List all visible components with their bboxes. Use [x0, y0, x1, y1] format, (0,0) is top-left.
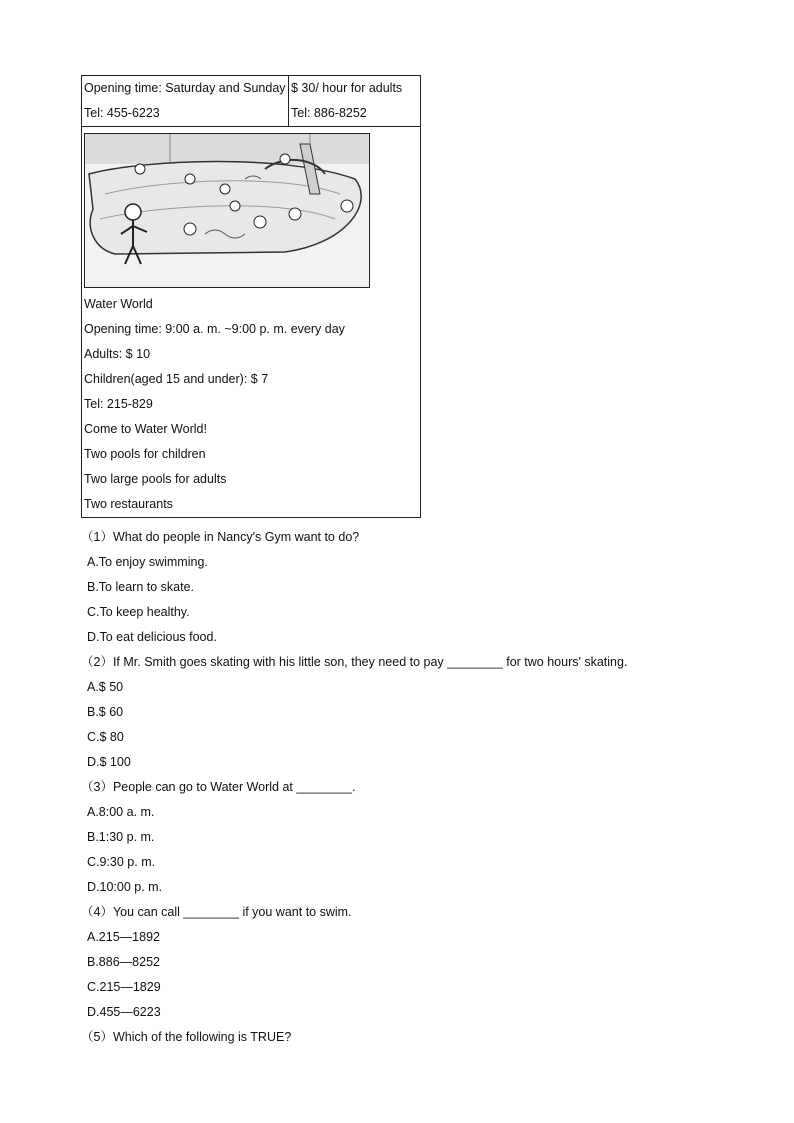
- cell-line: Tel: 886-8252: [291, 106, 367, 120]
- answer-option[interactable]: C.215—1829: [87, 980, 161, 994]
- water-world-line: Two large pools for adults: [84, 472, 227, 486]
- water-world-line: Adults: $ 10: [84, 347, 151, 361]
- answer-option[interactable]: B.886—8252: [87, 955, 160, 969]
- water-world-cell: [82, 127, 421, 518]
- table-row-top: [82, 76, 421, 127]
- answer-option[interactable]: D.$ 100: [87, 755, 131, 769]
- water-world-line: Come to Water World!: [84, 422, 207, 436]
- answer-option[interactable]: B.To learn to skate.: [87, 580, 195, 594]
- cell-line: Tel: 455-6223: [84, 106, 160, 120]
- question-list: [81, 525, 741, 1050]
- answer-option[interactable]: B.$ 60: [87, 705, 124, 719]
- answer-option[interactable]: A.215—1892: [87, 930, 160, 944]
- answer-option[interactable]: A.To enjoy swimming.: [87, 555, 208, 569]
- answer-option[interactable]: B.1:30 p. m.: [87, 830, 155, 844]
- answer-option[interactable]: D.455—6223: [87, 1005, 161, 1019]
- question-stem: （4）You can call ________ if you want to swim.: [81, 905, 352, 919]
- answer-option[interactable]: D.To eat delicious food.: [87, 630, 217, 644]
- skating-cell: [289, 76, 421, 127]
- pool-illustration: [84, 133, 370, 288]
- water-world-line: Opening time: 9:00 a. m. ~9:00 p. m. every day: [84, 322, 345, 336]
- pool-drawing: [85, 134, 369, 287]
- answer-option[interactable]: A.$ 50: [87, 680, 124, 694]
- water-world-line: Tel: 215-829: [84, 397, 153, 411]
- nancys-gym-cell: [82, 76, 289, 127]
- water-world-line: Two restaurants: [84, 497, 173, 511]
- table-row-water-world: [82, 127, 421, 518]
- cell-line: $ 30/ hour for adults: [291, 81, 403, 95]
- water-world-line: Children(aged 15 and under): $ 7: [84, 372, 269, 386]
- answer-option[interactable]: A.8:00 a. m.: [87, 805, 155, 819]
- question-stem: （5）Which of the following is TRUE?: [81, 1030, 292, 1044]
- question-stem: （2）If Mr. Smith goes skating with his little son, they need to pay ________ for two hours' skating.: [81, 655, 628, 669]
- answer-option[interactable]: C.To keep healthy.: [87, 605, 190, 619]
- water-world-line: Two pools for children: [84, 447, 206, 461]
- answer-option[interactable]: D.10:00 p. m.: [87, 880, 163, 894]
- water-world-line: Water World: [84, 297, 153, 311]
- cell-line: Opening time: Saturday and Sunday: [84, 81, 286, 95]
- info-table: [81, 75, 421, 518]
- question-stem: （1）What do people in Nancy's Gym want to do?: [81, 530, 360, 544]
- question-stem: （3）People can go to Water World at ________.: [81, 780, 356, 794]
- answer-option[interactable]: C.9:30 p. m.: [87, 855, 156, 869]
- answer-option[interactable]: C.$ 80: [87, 730, 124, 744]
